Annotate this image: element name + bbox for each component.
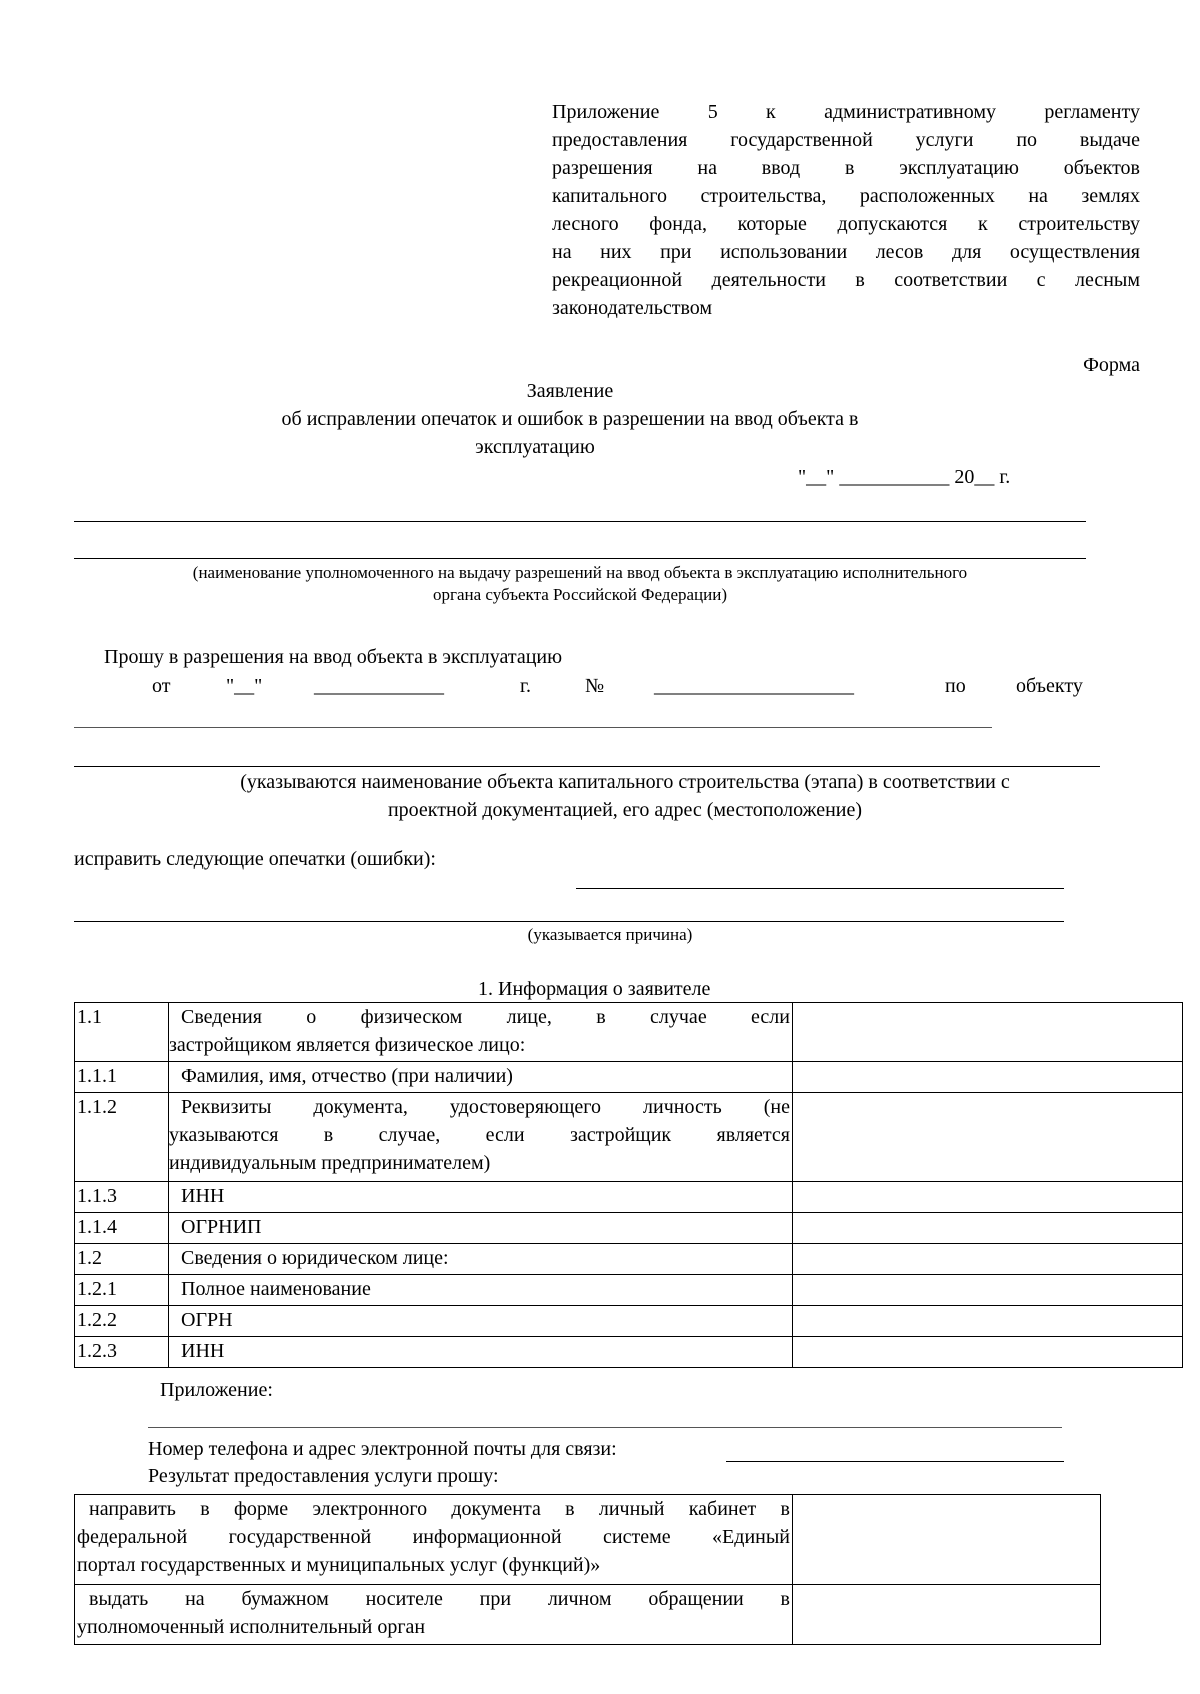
request-day: "__": [226, 675, 263, 697]
appendix-line: рекреационной деятельности в соответствии с лесным: [552, 269, 1140, 291]
row-value-cell[interactable]: [793, 1003, 1183, 1062]
appendix-block: [552, 98, 1140, 322]
reason-caption: (указывается причина): [527, 925, 693, 944]
row-label-line: индивидуальным предпринимателем): [169, 1152, 491, 1174]
request-number: ____________________: [654, 675, 854, 697]
result-options-table: [74, 1494, 1101, 1645]
title-line-3: эксплуатацию: [475, 436, 595, 458]
row-label: Полное наименование: [169, 1275, 793, 1306]
row-label: [169, 1093, 793, 1182]
row-value-cell[interactable]: [793, 1062, 1183, 1093]
row-number: 1.1.1: [75, 1062, 169, 1093]
result-option-line: федеральной государственной информационной системе «Единый: [77, 1526, 790, 1548]
row-value-cell[interactable]: [793, 1182, 1183, 1213]
row-number: 1.2.3: [75, 1337, 169, 1368]
contact-label: Номер телефона и адрес электронной почты для связи:: [148, 1438, 617, 1460]
appendix-line: Приложение 5 к административному регламенту: [552, 101, 1140, 123]
table-row: [75, 1337, 1183, 1368]
object-caption-line-2: проектной документацией, его адрес (местоположение): [387, 799, 863, 821]
request-number-sign: №: [585, 675, 605, 697]
appendix-line: законодательством: [552, 297, 713, 319]
row-value-cell[interactable]: [793, 1213, 1183, 1244]
row-number: 1.1.3: [75, 1182, 169, 1213]
row-label: ОГРНИП: [169, 1213, 793, 1244]
object-caption-line-1: (указываются наименование объекта капитального строительства (этапа) в соответствии с: [240, 771, 1010, 793]
table-row: [75, 1093, 1183, 1182]
title-line-2: об исправлении опечаток и ошибок в разрешении на ввод объекта в: [281, 408, 859, 430]
table-row: [75, 1062, 1183, 1093]
row-label: Сведения о юридическом лице:: [169, 1244, 793, 1275]
row-value-cell[interactable]: [793, 1093, 1183, 1182]
table-row: [75, 1213, 1183, 1244]
table-row: [75, 1495, 1101, 1585]
applicant-info-table: [74, 1002, 1183, 1368]
request-obektu: объекту: [1016, 675, 1083, 697]
result-option-text: [75, 1495, 793, 1585]
row-label-line: указываются в случае, если застройщик является: [169, 1124, 790, 1146]
request-ot: от: [152, 675, 171, 697]
row-value-cell[interactable]: [793, 1306, 1183, 1337]
result-option-line: направить в форме электронного документа в личный кабинет в: [89, 1498, 790, 1520]
result-option-mark-cell[interactable]: [793, 1585, 1101, 1645]
row-value-cell[interactable]: [793, 1337, 1183, 1368]
attachment-line[interactable]: [148, 1427, 1062, 1428]
form-label: Форма: [1083, 354, 1140, 376]
row-number: 1.1: [75, 1003, 169, 1062]
row-value-cell[interactable]: [793, 1244, 1183, 1275]
authority-line: [74, 521, 1086, 522]
row-label: Фамилия, имя, отчество (при наличии): [169, 1062, 793, 1093]
result-option-line: портал государственных и муниципальных услуг (функций)»: [77, 1554, 601, 1576]
section-1-title: 1. Информация о заявителе: [478, 978, 711, 1000]
attachment-label: Приложение:: [160, 1379, 273, 1401]
result-option-line: выдать на бумажном носителе при личном обращении в: [89, 1588, 790, 1610]
title-line-1: Заявление: [526, 380, 614, 402]
table-row: [75, 1306, 1183, 1337]
row-number: 1.1.2: [75, 1093, 169, 1182]
result-label: Результат предоставления услуги прошу:: [148, 1465, 499, 1487]
result-option-text: [75, 1585, 793, 1645]
authority-line: [74, 558, 1086, 559]
appendix-line: капитального строительства, расположенных на землях: [552, 185, 1140, 207]
table-row: [75, 1585, 1101, 1645]
contact-line[interactable]: [726, 1461, 1064, 1462]
authority-caption-line-2: органа субъекта Российской Федерации): [432, 585, 727, 604]
date-line: "__" ___________ 20__ г.: [798, 466, 1011, 488]
appendix-line: разрешения на ввод в эксплуатацию объектов: [552, 157, 1140, 179]
appendix-line: лесного фонда, которые допускаются к строительству: [552, 213, 1140, 235]
table-row: [75, 1244, 1183, 1275]
row-number: 1.2: [75, 1244, 169, 1275]
row-number: 1.2.1: [75, 1275, 169, 1306]
row-value-cell[interactable]: [793, 1275, 1183, 1306]
fix-label: исправить следующие опечатки (ошибки):: [74, 848, 436, 870]
table-row: [75, 1003, 1183, 1062]
appendix-line: предоставления государственной услуги по выдаче: [552, 129, 1140, 151]
fix-line: [74, 921, 1064, 922]
result-option-line: уполномоченный исполнительный орган: [77, 1616, 426, 1638]
row-number: 1.2.2: [75, 1306, 169, 1337]
request-po: по: [945, 675, 966, 697]
row-label-line: застройщиком является физическое лицо:: [169, 1034, 526, 1056]
object-line: [74, 766, 1100, 767]
fix-line: [576, 888, 1064, 889]
table-row: [75, 1182, 1183, 1213]
row-label: ИНН: [169, 1337, 793, 1368]
row-label: ИНН: [169, 1182, 793, 1213]
appendix-line: на них при использовании лесов для осуществления: [552, 241, 1140, 263]
result-option-mark-cell[interactable]: [793, 1495, 1101, 1585]
row-label: ОГРН: [169, 1306, 793, 1337]
object-line: [74, 727, 992, 728]
row-number: 1.1.4: [75, 1213, 169, 1244]
row-label-line: Реквизиты документа, удостоверяющего личность (не: [181, 1096, 790, 1118]
table-row: [75, 1275, 1183, 1306]
row-label: [169, 1003, 793, 1062]
request-month: _____________: [314, 675, 444, 697]
row-label-line: Сведения о физическом лице, в случае если: [181, 1006, 790, 1028]
authority-caption-line-1: (наименование уполномоченного на выдачу разрешений на ввод объекта в эксплуатацию исполнительного: [192, 563, 968, 582]
request-year-g: г.: [520, 675, 531, 697]
request-line-1: Прошу в разрешения на ввод объекта в эксплуатацию: [104, 646, 563, 668]
